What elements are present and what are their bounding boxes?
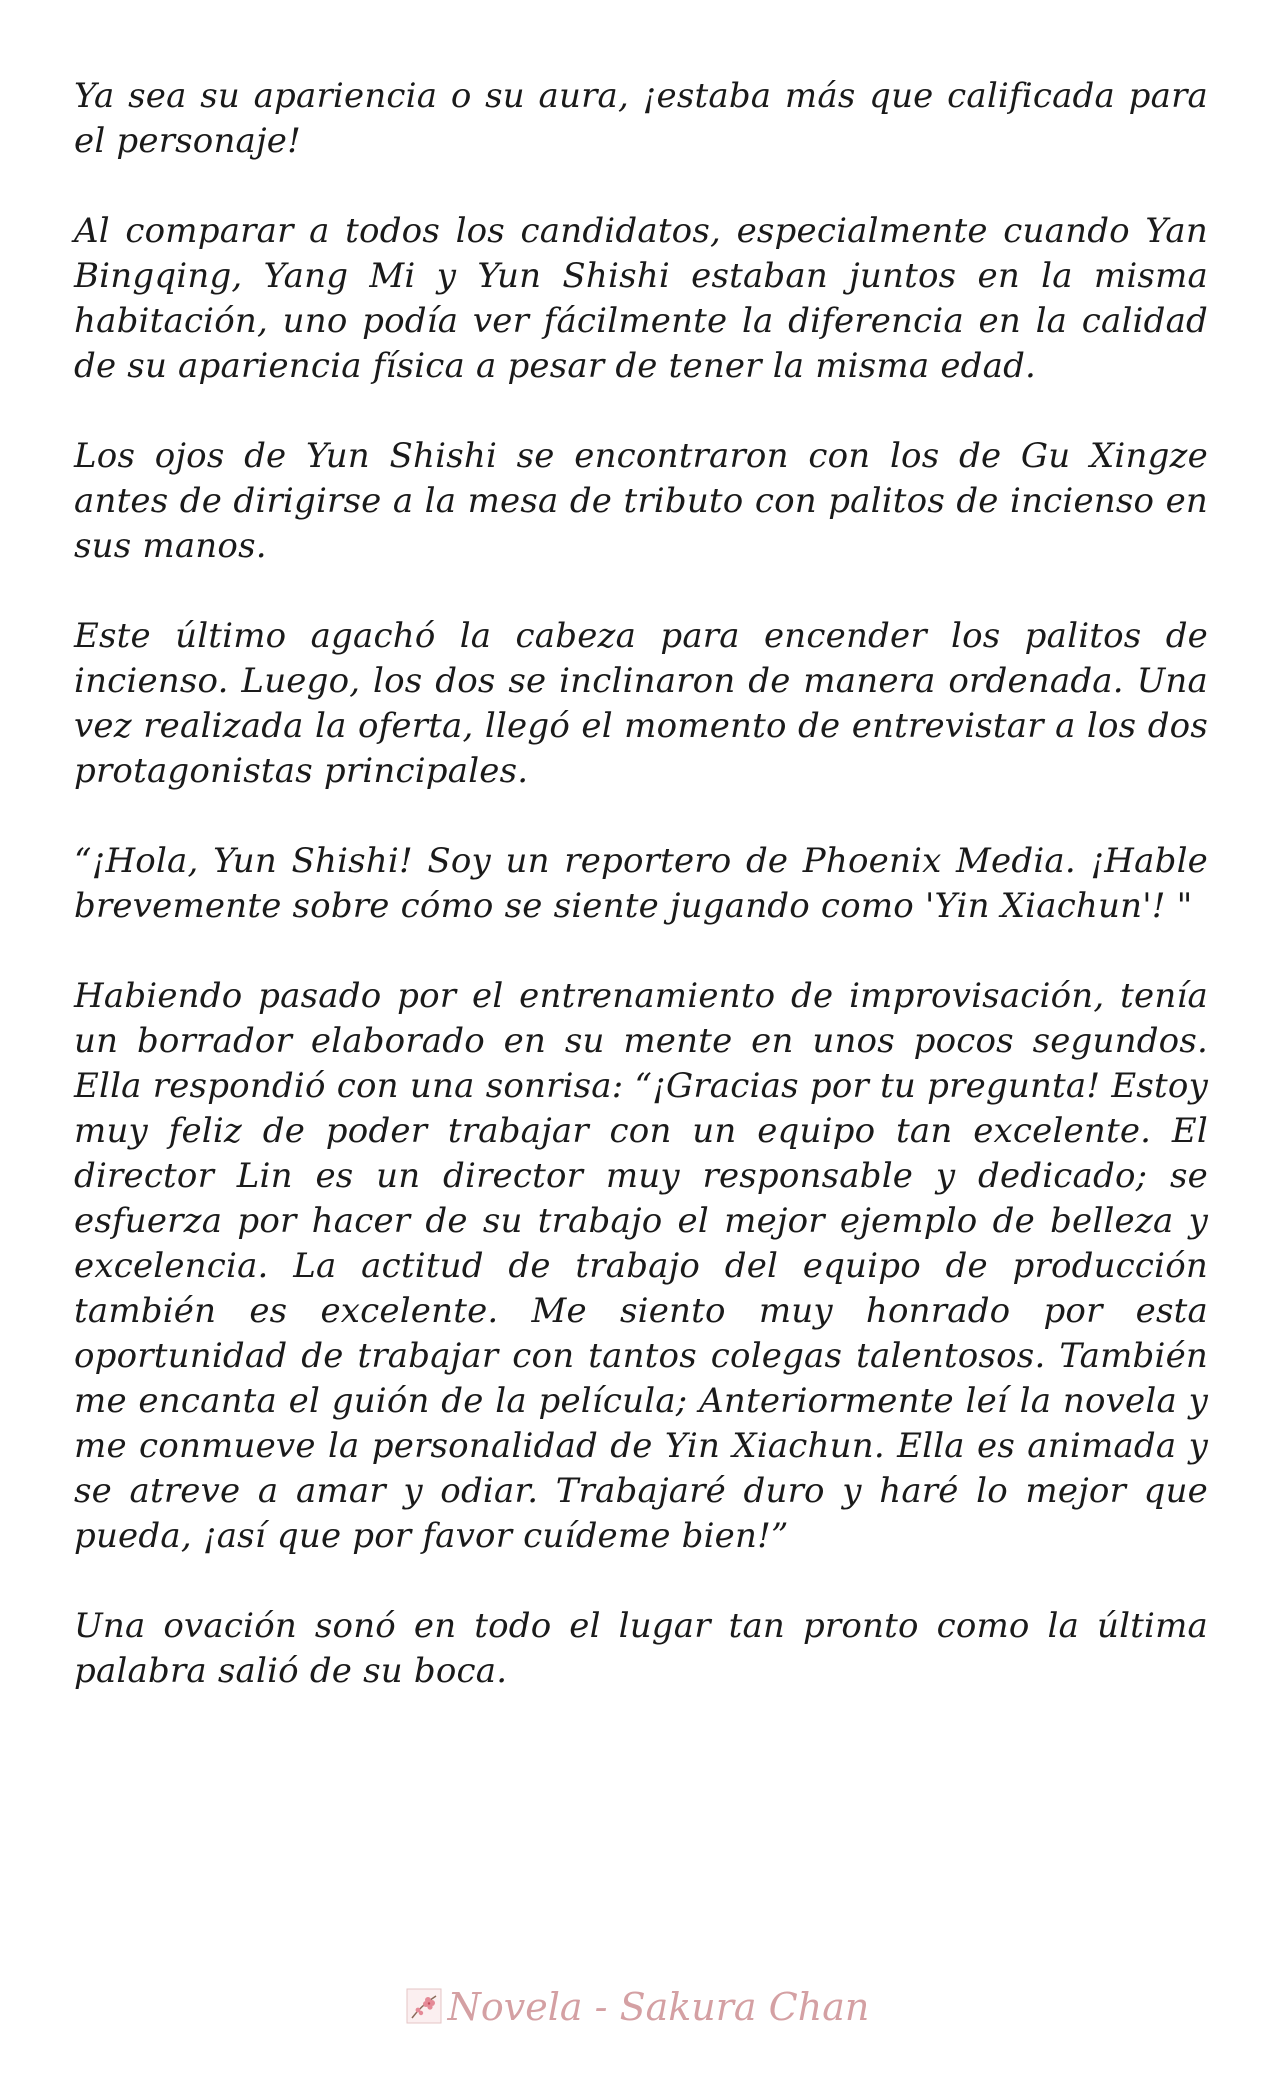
document-body [74, 74, 1208, 1739]
paragraph: Al comparar a todos los candidatos, especialmente cuando Yan Bingqing, Yang Mi y Yun Shishi estaban juntos en la misma habitación, uno podía ver fácilmente la diferencia en la calidad de su apariencia física a pesar de tener la misma edad. [74, 211, 1208, 386]
paragraph: Habiendo pasado por el entrenamiento de improvisación, tenía un borrador elaborado en su mente en unos pocos segundos. Ella respondió con una sonrisa: “¡Gracias por tu pregunta! Estoy muy feliz de poder trabajar con un equipo tan excelente. El director Lin es un director muy responsable y dedicado; se esfuerza por hacer de su trabajo el mejor ejemplo de belleza y excelencia. La actitud de trabajo del equipo de producción también es excelente. Me siento muy honrado por esta oportunidad de trabajar con tantos colegas talentosos. También me encanta el guión de la película; Anteriormente leí la novela y me conmueve la personalidad de Yin Xiachun. Ella es animada y se atreve a amar y odiar. Trabajaré duro y haré lo mejor que pueda, ¡así que por favor cuídeme bien!” [74, 976, 1208, 1556]
paragraph: Ya sea su apariencia o su aura, ¡estaba más que calificada para el personaje! [74, 76, 1208, 161]
paragraph: Los ojos de Yun Shishi se encontraron con los de Gu Xingze antes de dirigirse a la mesa de tributo con palitos de incienso en sus manos. [74, 436, 1208, 566]
paragraph: Este último agachó la cabeza para encender los palitos de incienso. Luego, los dos se inclinaron de manera ordenada. Una vez realizada la oferta, llegó el momento de entrevistar a los dos protagonistas principales. [74, 616, 1208, 791]
footer-text: Novela - Sakura Chan [447, 1985, 870, 2029]
sakura-blossom-icon [406, 1988, 442, 2024]
paragraph: “¡Hola, Yun Shishi! Soy un reportero de Phoenix Media. ¡Hable brevemente sobre cómo se siente jugando como 'Yin Xiachun'! " [74, 841, 1208, 926]
footer-watermark [0, 1985, 1275, 2029]
paragraph: Una ovación sonó en todo el lugar tan pronto como la última palabra salió de su boca. [74, 1606, 1208, 1691]
